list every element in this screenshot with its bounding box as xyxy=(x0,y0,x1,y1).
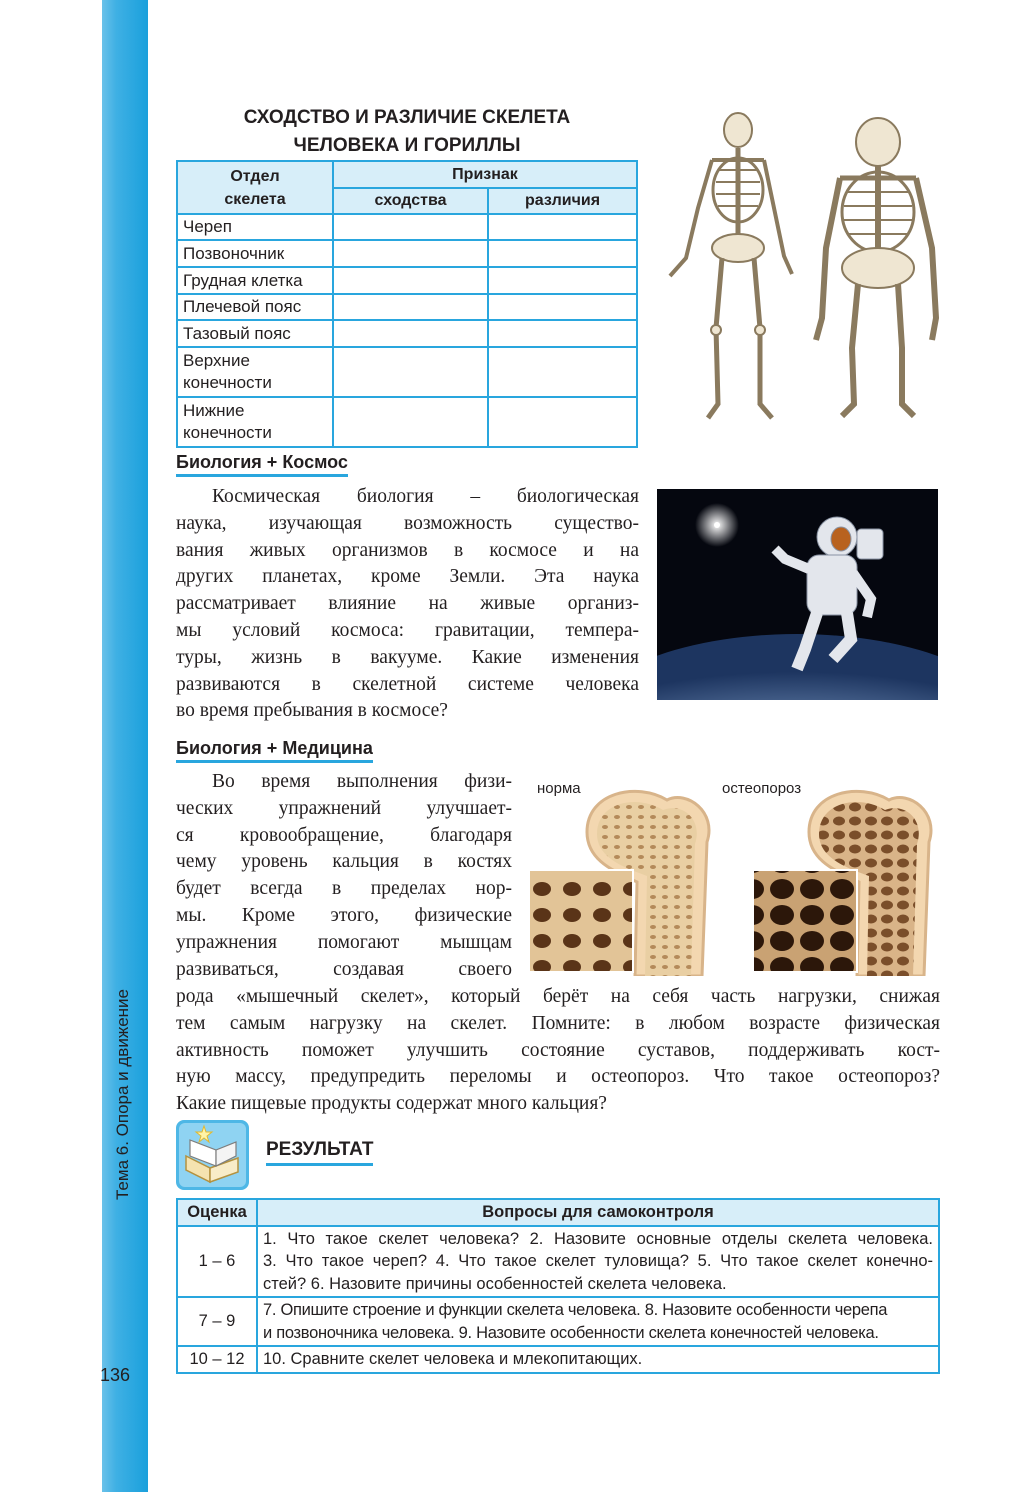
questions-cell: 10. Сравните скелет человека и млекопитающих. xyxy=(257,1346,939,1373)
grade-cell: 7 – 9 xyxy=(177,1297,257,1346)
row-label: Плечевой пояс xyxy=(177,294,333,320)
label-normal: норма xyxy=(537,780,581,797)
selfcheck-table xyxy=(176,1198,940,1374)
difference-cell[interactable] xyxy=(488,267,637,294)
book-icon xyxy=(176,1120,249,1190)
comparison-title: СХОДСТВО И РАЗЛИЧИЕ СКЕЛЕТА ЧЕЛОВЕКА И ГОРИЛЛЫ xyxy=(243,107,571,156)
medicine-paragraph-narrow: Во время выполнения физи- ческих упражнений улучшает- ся кровообращение, благодаря чему уровень кальция в костях будет всегда в пределах нор- мы. Кроме этого, физические упражнения помогают мышцам развиваться, создавая своего xyxy=(176,771,512,980)
col-similarity-header: сходства xyxy=(333,188,488,214)
sidebar-edge xyxy=(90,0,102,1492)
bone-comparison-figure xyxy=(527,772,947,976)
skeleton-illustration xyxy=(656,108,946,428)
human-skeleton xyxy=(670,113,792,418)
table-row xyxy=(177,1346,939,1373)
questions-cell: 1. Что такое скелет человека? 2. Назовите основные отделы скелета человека. 3. Что такое череп? 4. Что такое скелет туловища? 5. Что такое скелет конечно- стей? 6. Назовите причины особенностей скелета человека. xyxy=(257,1226,939,1298)
comparison-table xyxy=(176,160,638,448)
row-label: Череп xyxy=(177,214,333,240)
difference-cell[interactable] xyxy=(488,347,637,397)
similarity-cell[interactable] xyxy=(333,240,488,267)
difference-cell[interactable] xyxy=(488,294,637,320)
label-osteoporosis: остеопороз xyxy=(722,780,802,797)
similarity-cell[interactable] xyxy=(333,267,488,294)
space-paragraph: Космическая биология – биологическая наука, изучающая возможность существо- вания живых организмов в космосе и на других планетах, кроме Земли. Эта наука рассматривает влияние на живые организ- мы условий космоса: гравитации, темпера- туры, жизнь в вакууме. Какие изменения развиваются в скелетной системе человека во время пребывания в космосе? xyxy=(176,486,639,722)
osteoporosis-bone xyxy=(753,791,931,976)
difference-cell[interactable] xyxy=(488,397,637,447)
similarity-cell[interactable] xyxy=(333,214,488,240)
gorilla-skeleton xyxy=(816,118,936,416)
result-title: РЕЗУЛЬТАТ xyxy=(266,1139,373,1166)
medicine-heading: Биология + Медицина xyxy=(176,738,373,763)
row-label: Грудная клетка xyxy=(177,267,333,294)
similarity-cell[interactable] xyxy=(333,397,488,447)
row-label: Тазовый пояс xyxy=(177,320,333,347)
space-heading: Биология + Космос xyxy=(176,452,348,477)
row-label: Нижние конечности xyxy=(177,397,333,447)
similarity-cell[interactable] xyxy=(333,347,488,397)
page-number: 136 xyxy=(100,1365,131,1385)
questions-cell: 7. Опишите строение и функции скелета человека. 8. Назовите особенности черепа и позвоночника человека. 9. Назовите особенности скелета конечностей человека. xyxy=(257,1297,939,1346)
col-grade-header: Оценка xyxy=(177,1199,257,1226)
row-label: Позвоночник xyxy=(177,240,333,267)
grade-cell: 1 – 6 xyxy=(177,1226,257,1298)
astronaut-photo xyxy=(657,489,938,700)
medicine-paragraph-wide: рода «мышечный скелет», который берёт на себя часть нагрузки, снижая тем самым нагрузку на скелет. Помните: в любом возрасте физическая активность поможет улучшить состояние суставов, поддерживать кост- ную массу, предупредить переломы и остеопороз. Что такое остеопороз? Какие пищевые продукты содержат много кальция? xyxy=(176,986,940,1115)
difference-cell[interactable] xyxy=(488,320,637,347)
similarity-cell[interactable] xyxy=(333,320,488,347)
col-feature-header: Признак xyxy=(333,161,637,188)
row-label: Верхние конечности xyxy=(177,347,333,397)
table-row xyxy=(177,1297,939,1346)
similarity-cell[interactable] xyxy=(333,294,488,320)
theme-label: Тема 6. Опора и движение xyxy=(113,989,132,1200)
col-section-header: Отдел скелета xyxy=(177,161,333,214)
grade-cell: 10 – 12 xyxy=(177,1346,257,1373)
difference-cell[interactable] xyxy=(488,240,637,267)
col-questions-header: Вопросы для самоконтроля xyxy=(257,1199,939,1226)
col-difference-header: различия xyxy=(488,188,637,214)
normal-bone xyxy=(529,791,709,976)
table-row xyxy=(177,1226,939,1298)
difference-cell[interactable] xyxy=(488,214,637,240)
